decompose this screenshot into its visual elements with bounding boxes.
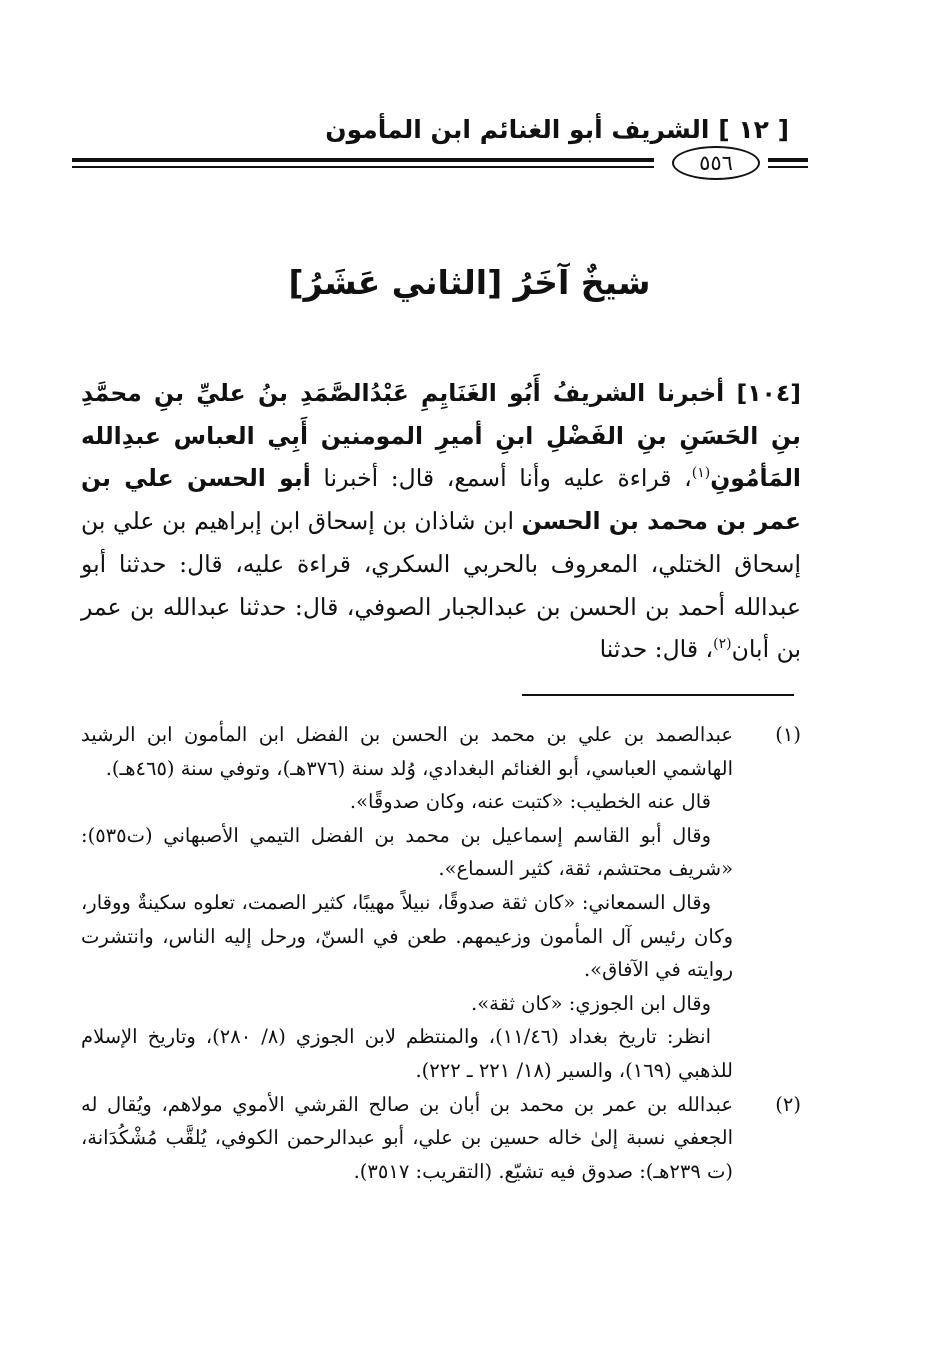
footnote-paragraph: انظر: تاريخ بغداد (١١/٤٦)، والمنتظم لابن الجوزي (٨/ ٢٨٠)، وتاريخ الإسلام للذهبي (١٦٩)، والسير (١٨/ ٢٢١ ـ ٢٢٢). [81,1025,733,1082]
footnotes [81,718,801,1188]
footnote-number: (١) [775,723,801,746]
page-number: ٥٥٦ [672,146,760,180]
footnote-marker-1: (١) [691,465,711,482]
header-rule-thin [72,166,654,168]
narration-text-end: ، قال: حدثنا [599,635,714,664]
section-heading: شيخٌ آخَرُ [الثاني عَشَرُ] [288,263,651,302]
footnote-1 [81,718,801,1088]
main-text [81,372,801,671]
header-rule-right-thin [768,166,808,168]
footnote-paragraph: عبدالصمد بن علي بن محمد بن الحسن بن الفضل ابن المأمون ابن الرشيد الهاشمي العباسي، أبو الغنائم البغدادي، وُلد سنة (٣٧٦هـ)، وتوفي سنة (٤٦٥هـ). [81,723,733,780]
footnote-paragraph: وقال ابن الجوزي: «كان ثقة». [471,991,711,1015]
narrator-name: أبو الحسن علي بن عمر بن محمد بن الحسن [81,464,801,536]
footnote-paragraph: وقال أبو القاسم إسماعيل بن محمد بن الفضل التيمي الأصبهاني (ت٥٣٥): «شريف محتشم، ثقة، كثير السماع». [81,823,733,881]
footnote-paragraph: عبدالله بن عمر بن محمد بن أبان بن صالح القرشي الأموي مولاهم، ويُقال له الجعفي نسبة إلىٰ خاله حسين بن علي، أبو عبدالرحمن الكوفي، يُلقَّب مُشْكُدَانة، (ت ٢٣٩هـ): صدوق فيه تشيّع. (التقريب: ٣٥١٧). [81,1092,733,1183]
narration-text-continued: ابن شاذان بن إسحاق ابن إبراهيم بن علي بن إسحاق الختلي، المعروف بالحربي السكري، قراءة عليه، قال: حدثنا أبو عبدالله أحمد بن الحسن بن عبدالجبار الصوفي، قال: حدثنا عبدالله بن عمر بن أبان [81,507,801,664]
narration-text: ، قراءة عليه وأنا أسمع، قال: أخبرنا [310,464,692,493]
footnote-marker-2: (٢) [713,636,732,653]
header-rule-thick [72,158,654,162]
main-paragraph [81,372,801,671]
footnote-paragraph: وقال السمعاني: «كان ثقة صدوقًا، نبيلاً مهيبًا، كثير الصمت، تعلوه سكينةٌ ووقار، وكان رئيس آل المأمون وزعيمهم. طعن في السنّ، ورحل إليه الناس، وانتشرت روايته في الآفاق». [81,890,733,982]
narration-opening: [١٠٤] أخبرنا الشريفُ أَبُو الغَنَايِمِ عَبْدُالصَّمَدِ بنُ عليِّ بنِ محمَّدِ بنِ الحَسَنِ بنِ الفَضْلِ ابنِ أميرِ المومنين أَبِي العباس عبدِالله المَأمُونِ [81,379,801,493]
header-rule-right-thick [768,158,808,162]
footnote-2 [81,1088,801,1189]
footnote-paragraph: قال عنه الخطيب: «كتبت عنه، وكان صدوقًا». [349,790,711,814]
footnote-separator [522,694,794,696]
running-header-title: [ ١٢ ] الشريف أبو الغنائم ابن المأمون [325,115,789,144]
footnote-number: (٢) [775,1092,801,1116]
